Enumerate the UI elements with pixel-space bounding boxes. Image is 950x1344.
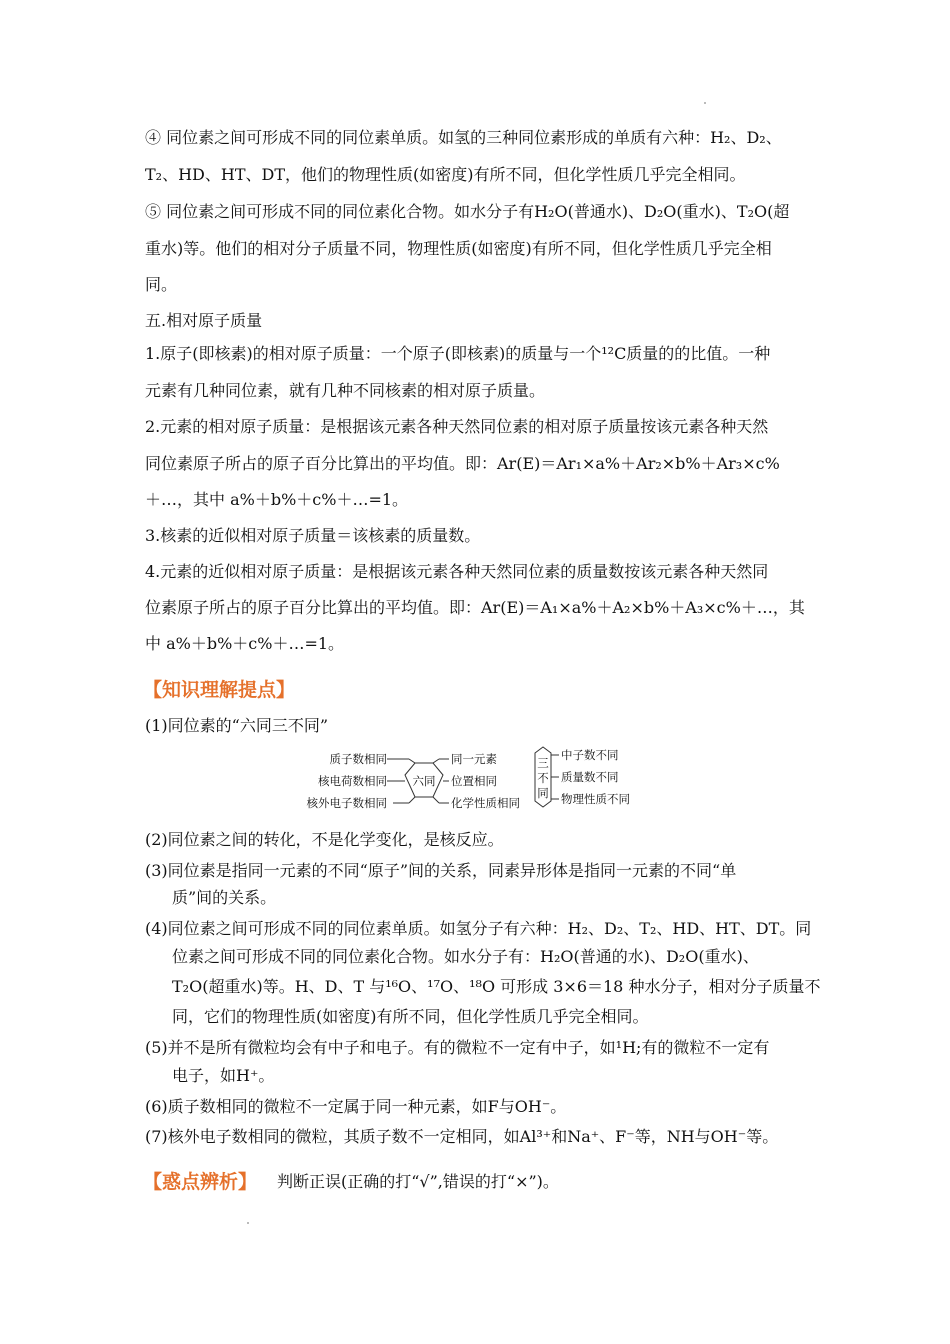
diagram-center: 六同	[412, 774, 436, 788]
diagram-left-2: 核电荷数相同	[318, 774, 387, 788]
def4-line2: 位素原子所占的原子百分比算出的平均值。即：Ar(E)＝A₁×a%＋A₂×b%＋A₃×c%＋…，其	[145, 598, 805, 617]
point5-line2: 电子，如H⁺。	[172, 1066, 275, 1085]
point7: (7)核外电子数相同的微粒，其质子数不一定相同，如Al³⁺和Na⁺、F⁻等，NH与OH⁻等。	[145, 1127, 779, 1146]
para5-line1: ⑤ 同位素之间可形成不同的同位素化合物。如水分子有H₂O(普通水)、D₂O(重水)、T₂O(超	[145, 202, 790, 221]
para4-line1: ④ 同位素之间可形成不同的同位素单质。如氢的三种同位素形成的单质有六种：H₂、D₂、	[145, 128, 782, 147]
para5-line2: 重水)等。他们的相对分子质量不同，物理性质(如密度)有所不同，但化学性质几乎完全相	[145, 239, 772, 258]
def4-line3: 中 a%＋b%＋c%＋…=1。	[145, 634, 345, 653]
para5-line3: 同。	[145, 275, 178, 294]
def3: 3.核素的近似相对原子质量＝该核素的质量数。	[145, 526, 481, 545]
confusion-instruction: 判断正误(正确的打“√”,错误的打“×”)。	[277, 1172, 559, 1191]
diagram-box-1: 三	[537, 756, 549, 770]
diagram-right-3: 化学性质相同	[451, 796, 520, 810]
point5-line1: (5)并不是所有微粒均会有中子和电子。有的微粒不一定有中子，如¹H;有的微粒不一定有	[145, 1038, 770, 1057]
diagram-diff-1: 中子数不同	[561, 748, 619, 762]
diagram-right-2: 位置相同	[451, 774, 497, 788]
def1-line2: 元素有几种同位素，就有几种不同核素的相对原子质量。	[145, 381, 546, 400]
heading-knowledge: 【知识理解提点】	[143, 679, 296, 701]
def2-line3: ＋…，其中 a%＋b%＋c%＋…=1。	[145, 490, 409, 509]
def4-line1: 4.元素的近似相对原子质量：是根据该元素各种天然同位素的质量数按该元素各种天然同	[145, 562, 769, 581]
diagram-right-1: 同一元素	[451, 752, 497, 766]
diagram-box-3: 同	[537, 786, 549, 800]
point1: (1)同位素的“六同三不同”	[145, 716, 329, 735]
def1-line1: 1.原子(即核素)的相对原子质量：一个原子(即核素)的质量与一个¹²C质量的的比值。一种	[145, 344, 771, 363]
section-title: 五.相对原子质量	[145, 311, 263, 330]
diagram-left-1: 质子数相同	[329, 752, 387, 766]
point4-line3: T₂O(超重水)等。H、D、T 与¹⁶O、¹⁷O、¹⁸O 可形成 3×6＝18 种水分子，相对分子质量不	[172, 977, 821, 996]
diagram-diff-2: 质量数不同	[561, 770, 619, 784]
point3-line2: 质”间的关系。	[172, 888, 277, 907]
scan-dot	[247, 1222, 249, 1224]
isotope-diagram	[295, 745, 665, 820]
point4-line4: 同，它们的物理性质(如密度)有所不同，但化学性质几乎完全相同。	[172, 1007, 649, 1026]
point3-line1: (3)同位素是指同一元素的不同“原子”间的关系，同素异形体是指同一元素的不同“单	[145, 861, 737, 880]
point6: (6)质子数相同的微粒不一定属于同一种元素，如F与OH⁻。	[145, 1097, 567, 1116]
diagram-left-3: 核外电子数相同	[306, 796, 387, 810]
heading-confusion: 【惑点辨析】	[143, 1171, 258, 1193]
def2-line2: 同位素原子所占的原子百分比算出的平均值。即：Ar(E)＝Ar₁×a%＋Ar₂×b%＋Ar₃×c%	[145, 454, 780, 473]
scan-dot	[704, 102, 706, 104]
point2: (2)同位素之间的转化，不是化学变化，是核反应。	[145, 830, 504, 849]
para4-line2: T₂、HD、HT、DT，他们的物理性质(如密度)有所不同，但化学性质几乎完全相同。	[145, 165, 746, 184]
diagram-diff-3: 物理性质不同	[561, 792, 630, 806]
point4-line1: (4)同位素之间可形成不同的同位素单质。如氢分子有六种：H₂、D₂、T₂、HD、HT、DT。同	[145, 919, 812, 938]
diagram-box-2: 不	[537, 771, 549, 785]
def2-line1: 2.元素的相对原子质量：是根据该元素各种天然同位素的相对原子质量按该元素各种天然	[145, 417, 769, 436]
point4-line2: 位素之间可形成不同的同位素化合物。如水分子有：H₂O(普通的水)、D₂O(重水)、	[172, 947, 759, 966]
